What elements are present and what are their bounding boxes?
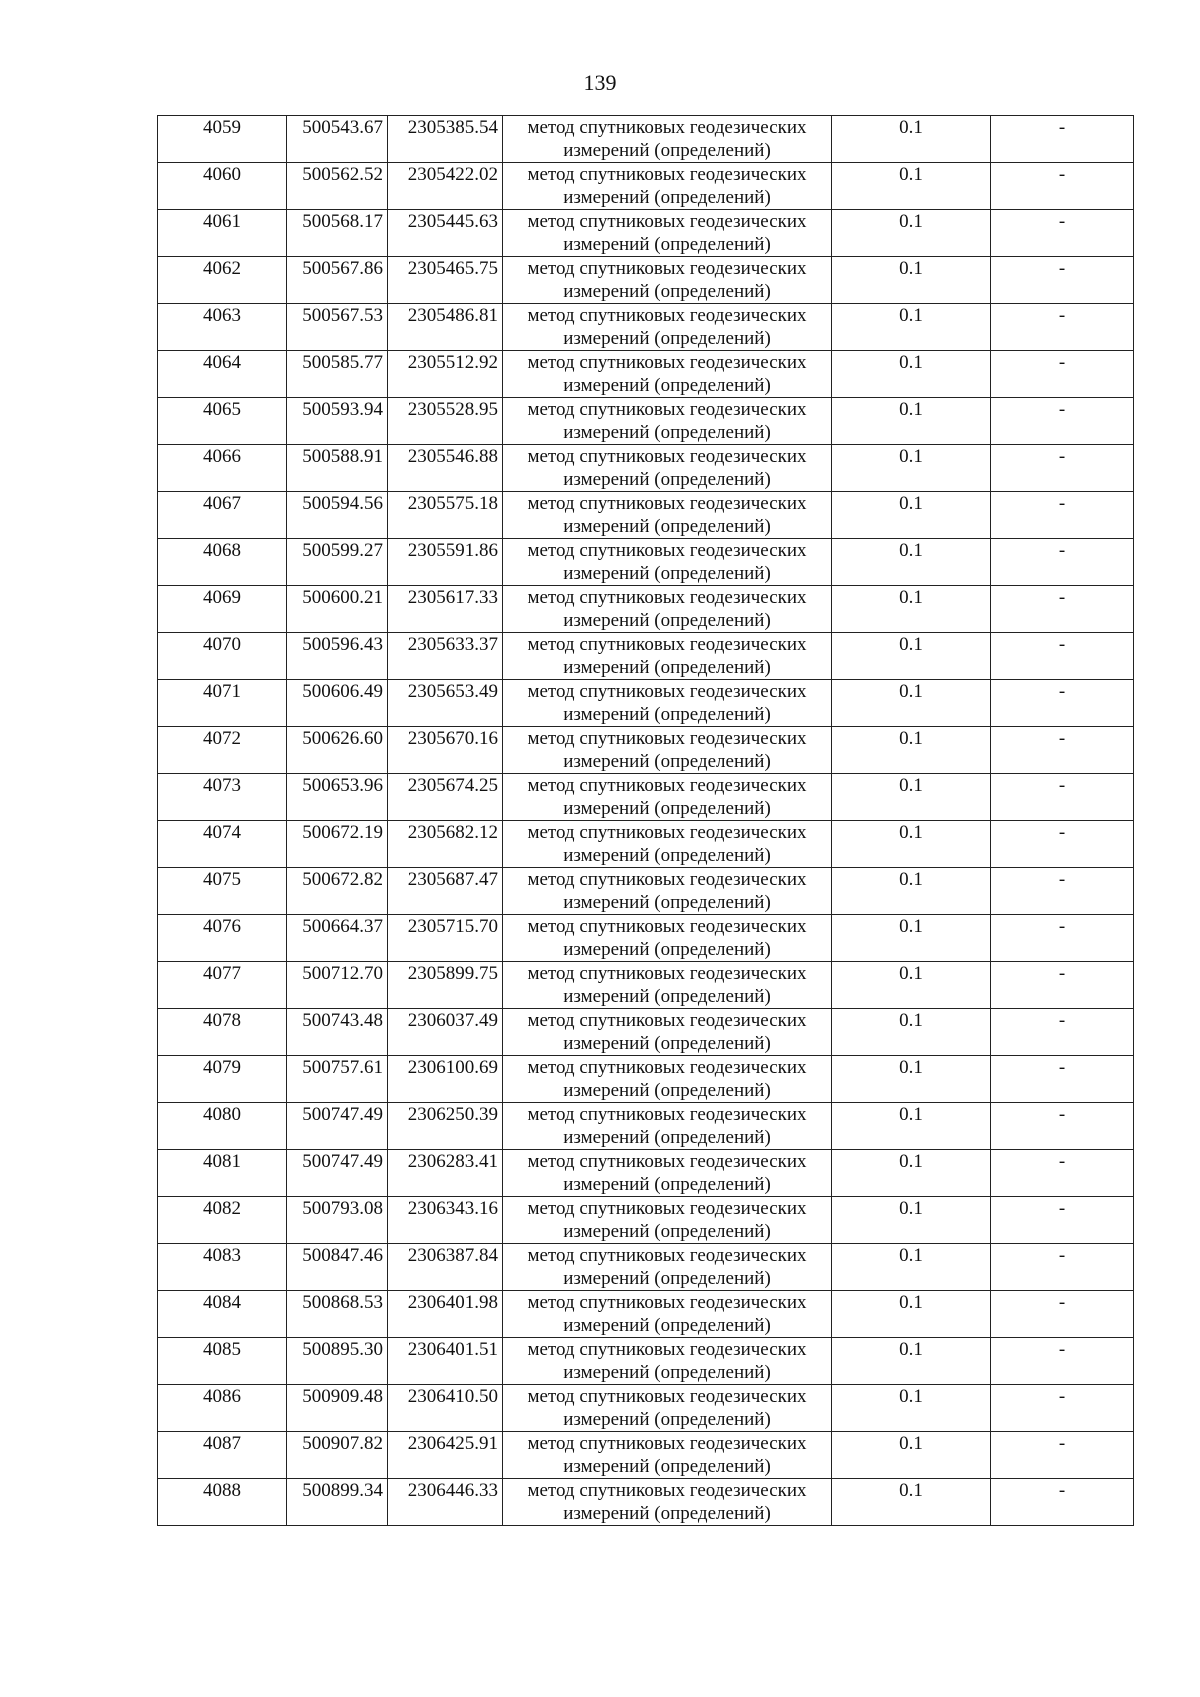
point-number-cell: 4080 [158,1103,287,1150]
x-coordinate-cell: 500594.56 [287,492,388,539]
coordinates-table [157,115,1134,1526]
x-coordinate-cell: 500847.46 [287,1244,388,1291]
table-row [158,539,1134,586]
point-number-cell: 4088 [158,1479,287,1526]
x-coordinate-cell: 500907.82 [287,1432,388,1479]
description-cell: - [991,1291,1134,1338]
point-number-cell: 4071 [158,680,287,727]
x-coordinate-cell: 500672.82 [287,868,388,915]
x-coordinate-cell: 500593.94 [287,398,388,445]
point-number-cell: 4059 [158,116,287,163]
table-row [158,1103,1134,1150]
y-coordinate-cell: 2306446.33 [388,1479,503,1526]
accuracy-cell: 0.1 [832,163,991,210]
table-row [158,915,1134,962]
point-number-cell: 4062 [158,257,287,304]
table-row [158,398,1134,445]
method-cell: метод спутниковых геодезических измерений (определений) [503,915,832,962]
point-number-cell: 4078 [158,1009,287,1056]
method-cell: метод спутниковых геодезических измерений (определений) [503,1479,832,1526]
accuracy-cell: 0.1 [832,304,991,351]
description-cell: - [991,398,1134,445]
y-coordinate-cell: 2305486.81 [388,304,503,351]
description-cell: - [991,680,1134,727]
point-number-cell: 4060 [158,163,287,210]
table-row [158,210,1134,257]
point-number-cell: 4063 [158,304,287,351]
y-coordinate-cell: 2305512.92 [388,351,503,398]
accuracy-cell: 0.1 [832,1291,991,1338]
point-number-cell: 4067 [158,492,287,539]
method-cell: метод спутниковых геодезических измерений (определений) [503,210,832,257]
method-cell: метод спутниковых геодезических измерений (определений) [503,1103,832,1150]
y-coordinate-cell: 2306250.39 [388,1103,503,1150]
accuracy-cell: 0.1 [832,1244,991,1291]
x-coordinate-cell: 500626.60 [287,727,388,774]
y-coordinate-cell: 2306410.50 [388,1385,503,1432]
page-number: 139 [583,70,617,95]
point-number-cell: 4084 [158,1291,287,1338]
x-coordinate-cell: 500909.48 [287,1385,388,1432]
point-number-cell: 4069 [158,586,287,633]
table-row [158,351,1134,398]
description-cell: - [991,915,1134,962]
y-coordinate-cell: 2305682.12 [388,821,503,868]
x-coordinate-cell: 500600.21 [287,586,388,633]
table-row [158,680,1134,727]
point-number-cell: 4079 [158,1056,287,1103]
y-coordinate-cell: 2305633.37 [388,633,503,680]
method-cell: метод спутниковых геодезических измерений (определений) [503,398,832,445]
description-cell: - [991,1338,1134,1385]
x-coordinate-cell: 500543.67 [287,116,388,163]
method-cell: метод спутниковых геодезических измерений (определений) [503,492,832,539]
description-cell: - [991,1103,1134,1150]
y-coordinate-cell: 2305674.25 [388,774,503,821]
description-cell: - [991,1056,1134,1103]
table-row [158,727,1134,774]
method-cell: метод спутниковых геодезических измерений (определений) [503,680,832,727]
point-number-cell: 4061 [158,210,287,257]
description-cell: - [991,163,1134,210]
point-number-cell: 4074 [158,821,287,868]
point-number-cell: 4085 [158,1338,287,1385]
x-coordinate-cell: 500747.49 [287,1103,388,1150]
x-coordinate-cell: 500588.91 [287,445,388,492]
x-coordinate-cell: 500895.30 [287,1338,388,1385]
y-coordinate-cell: 2306037.49 [388,1009,503,1056]
accuracy-cell: 0.1 [832,1479,991,1526]
y-coordinate-cell: 2305591.86 [388,539,503,586]
accuracy-cell: 0.1 [832,868,991,915]
table-row [158,774,1134,821]
description-cell: - [991,821,1134,868]
point-number-cell: 4065 [158,398,287,445]
table-row [158,116,1134,163]
method-cell: метод спутниковых геодезических измерений (определений) [503,1432,832,1479]
accuracy-cell: 0.1 [832,210,991,257]
accuracy-cell: 0.1 [832,1150,991,1197]
accuracy-cell: 0.1 [832,962,991,1009]
x-coordinate-cell: 500568.17 [287,210,388,257]
table-row [158,633,1134,680]
accuracy-cell: 0.1 [832,398,991,445]
y-coordinate-cell: 2306401.98 [388,1291,503,1338]
description-cell: - [991,539,1134,586]
table-row [158,1244,1134,1291]
method-cell: метод спутниковых геодезических измерений (определений) [503,304,832,351]
description-cell: - [991,586,1134,633]
y-coordinate-cell: 2306425.91 [388,1432,503,1479]
description-cell: - [991,210,1134,257]
y-coordinate-cell: 2305670.16 [388,727,503,774]
accuracy-cell: 0.1 [832,586,991,633]
x-coordinate-cell: 500567.86 [287,257,388,304]
table-row [158,163,1134,210]
x-coordinate-cell: 500567.53 [287,304,388,351]
x-coordinate-cell: 500757.61 [287,1056,388,1103]
table-row [158,1009,1134,1056]
table-row [158,1479,1134,1526]
method-cell: метод спутниковых геодезических измерений (определений) [503,1291,832,1338]
point-number-cell: 4077 [158,962,287,1009]
point-number-cell: 4075 [158,868,287,915]
accuracy-cell: 0.1 [832,821,991,868]
point-number-cell: 4082 [158,1197,287,1244]
y-coordinate-cell: 2305422.02 [388,163,503,210]
accuracy-cell: 0.1 [832,445,991,492]
table-row [158,1150,1134,1197]
x-coordinate-cell: 500664.37 [287,915,388,962]
point-number-cell: 4081 [158,1150,287,1197]
description-cell: - [991,1385,1134,1432]
accuracy-cell: 0.1 [832,680,991,727]
description-cell: - [991,116,1134,163]
point-number-cell: 4066 [158,445,287,492]
accuracy-cell: 0.1 [832,539,991,586]
description-cell: - [991,1432,1134,1479]
method-cell: метод спутниковых геодезических измерений (определений) [503,821,832,868]
method-cell: метод спутниковых геодезических измерений (определений) [503,116,832,163]
description-cell: - [991,351,1134,398]
method-cell: метод спутниковых геодезических измерений (определений) [503,868,832,915]
y-coordinate-cell: 2305617.33 [388,586,503,633]
method-cell: метод спутниковых геодезических измерений (определений) [503,351,832,398]
description-cell: - [991,1244,1134,1291]
table-row [158,868,1134,915]
method-cell: метод спутниковых геодезических измерений (определений) [503,1056,832,1103]
accuracy-cell: 0.1 [832,351,991,398]
x-coordinate-cell: 500599.27 [287,539,388,586]
accuracy-cell: 0.1 [832,774,991,821]
description-cell: - [991,962,1134,1009]
x-coordinate-cell: 500712.70 [287,962,388,1009]
method-cell: метод спутниковых геодезических измерений (определений) [503,1150,832,1197]
x-coordinate-cell: 500562.52 [287,163,388,210]
point-number-cell: 4087 [158,1432,287,1479]
method-cell: метод спутниковых геодезических измерений (определений) [503,1244,832,1291]
accuracy-cell: 0.1 [832,633,991,680]
point-number-cell: 4086 [158,1385,287,1432]
description-cell: - [991,774,1134,821]
x-coordinate-cell: 500606.49 [287,680,388,727]
method-cell: метод спутниковых геодезических измерений (определений) [503,257,832,304]
accuracy-cell: 0.1 [832,915,991,962]
point-number-cell: 4083 [158,1244,287,1291]
table-row [158,257,1134,304]
point-number-cell: 4068 [158,539,287,586]
method-cell: метод спутниковых геодезических измерений (определений) [503,586,832,633]
method-cell: метод спутниковых геодезических измерений (определений) [503,727,832,774]
accuracy-cell: 0.1 [832,1338,991,1385]
accuracy-cell: 0.1 [832,492,991,539]
description-cell: - [991,1479,1134,1526]
table-row [158,304,1134,351]
description-cell: - [991,868,1134,915]
method-cell: метод спутниковых геодезических измерений (определений) [503,539,832,586]
method-cell: метод спутниковых геодезических измерений (определений) [503,1197,832,1244]
y-coordinate-cell: 2305528.95 [388,398,503,445]
description-cell: - [991,727,1134,774]
y-coordinate-cell: 2305653.49 [388,680,503,727]
description-cell: - [991,304,1134,351]
point-number-cell: 4073 [158,774,287,821]
accuracy-cell: 0.1 [832,116,991,163]
accuracy-cell: 0.1 [832,1385,991,1432]
y-coordinate-cell: 2305546.88 [388,445,503,492]
x-coordinate-cell: 500747.49 [287,1150,388,1197]
y-coordinate-cell: 2305575.18 [388,492,503,539]
table-row [158,492,1134,539]
accuracy-cell: 0.1 [832,1009,991,1056]
x-coordinate-cell: 500793.08 [287,1197,388,1244]
table-row [158,1432,1134,1479]
y-coordinate-cell: 2306401.51 [388,1338,503,1385]
table-row [158,1056,1134,1103]
description-cell: - [991,633,1134,680]
method-cell: метод спутниковых геодезических измерений (определений) [503,163,832,210]
y-coordinate-cell: 2305899.75 [388,962,503,1009]
y-coordinate-cell: 2305715.70 [388,915,503,962]
y-coordinate-cell: 2306100.69 [388,1056,503,1103]
y-coordinate-cell: 2305385.54 [388,116,503,163]
table-row [158,445,1134,492]
method-cell: метод спутниковых геодезических измерений (определений) [503,774,832,821]
y-coordinate-cell: 2306343.16 [388,1197,503,1244]
y-coordinate-cell: 2306387.84 [388,1244,503,1291]
x-coordinate-cell: 500653.96 [287,774,388,821]
y-coordinate-cell: 2306283.41 [388,1150,503,1197]
method-cell: метод спутниковых геодезических измерений (определений) [503,962,832,1009]
x-coordinate-cell: 500899.34 [287,1479,388,1526]
accuracy-cell: 0.1 [832,1056,991,1103]
table-row [158,586,1134,633]
y-coordinate-cell: 2305687.47 [388,868,503,915]
accuracy-cell: 0.1 [832,257,991,304]
method-cell: метод спутниковых геодезических измерений (определений) [503,1385,832,1432]
y-coordinate-cell: 2305445.63 [388,210,503,257]
method-cell: метод спутниковых геодезических измерений (определений) [503,445,832,492]
point-number-cell: 4064 [158,351,287,398]
description-cell: - [991,1009,1134,1056]
point-number-cell: 4072 [158,727,287,774]
table-row [158,1385,1134,1432]
y-coordinate-cell: 2305465.75 [388,257,503,304]
point-number-cell: 4070 [158,633,287,680]
description-cell: - [991,1197,1134,1244]
x-coordinate-cell: 500596.43 [287,633,388,680]
x-coordinate-cell: 500585.77 [287,351,388,398]
description-cell: - [991,257,1134,304]
table-row [158,1197,1134,1244]
table-row [158,1338,1134,1385]
x-coordinate-cell: 500672.19 [287,821,388,868]
accuracy-cell: 0.1 [832,1103,991,1150]
method-cell: метод спутниковых геодезических измерений (определений) [503,633,832,680]
description-cell: - [991,1150,1134,1197]
description-cell: - [991,492,1134,539]
table-row [158,821,1134,868]
point-number-cell: 4076 [158,915,287,962]
method-cell: метод спутниковых геодезических измерений (определений) [503,1338,832,1385]
description-cell: - [991,445,1134,492]
table-row [158,1291,1134,1338]
accuracy-cell: 0.1 [832,1432,991,1479]
x-coordinate-cell: 500743.48 [287,1009,388,1056]
accuracy-cell: 0.1 [832,1197,991,1244]
table-body [158,116,1134,1526]
accuracy-cell: 0.1 [832,727,991,774]
method-cell: метод спутниковых геодезических измерений (определений) [503,1009,832,1056]
x-coordinate-cell: 500868.53 [287,1291,388,1338]
table-row [158,962,1134,1009]
